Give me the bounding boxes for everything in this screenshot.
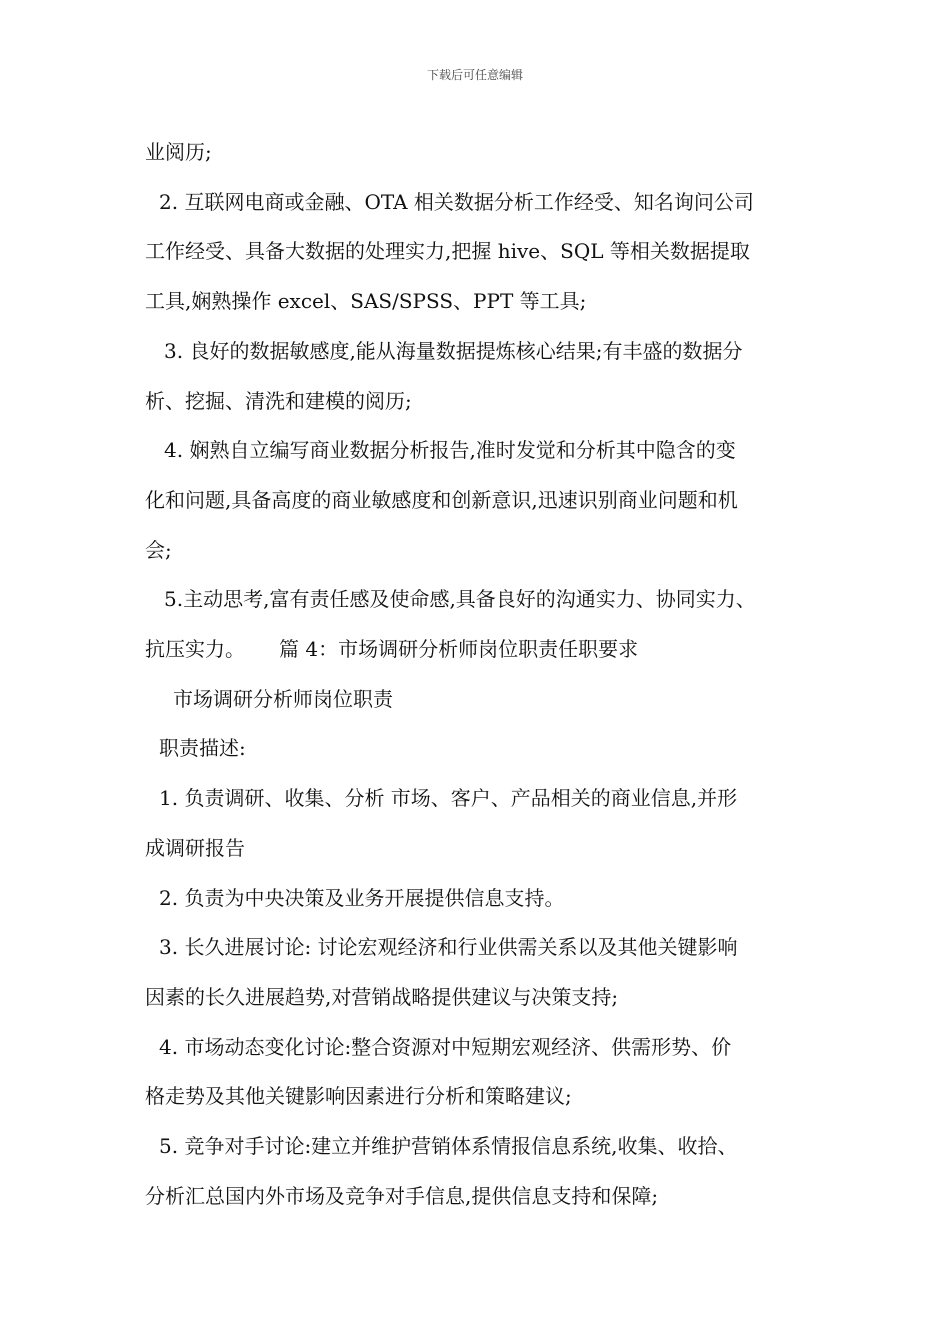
list-item-4: 4. 娴熟自立编写商业数据分析报告,准时发觉和分析其中隐含的变	[164, 438, 736, 463]
text-line: 化和问题,具备高度的商业敏感度和创新意识,迅速识别商业问题和机	[145, 487, 738, 512]
list-item-3: 3. 长久进展讨论: 讨论宏观经济和行业供需关系以及其他关键影响	[159, 935, 738, 960]
list-item-5: 5. 竞争对手讨论:建立并维护营销体系情报信息系统,收集、收拾、	[159, 1134, 738, 1159]
list-item-1: 1. 负责调研、收集、分析 市场、客户、产品相关的商业信息,并形	[159, 786, 738, 811]
list-item-4: 4. 市场动态变化讨论:整合资源对中短期宏观经济、供需形势、价	[159, 1034, 732, 1059]
text-line: 工具,娴熟操作 excel、SAS/SPSS、PPT 等工具;	[145, 289, 587, 314]
text-line: 成调研报告	[145, 835, 245, 860]
page-header: 下载后可任意编辑	[426, 68, 523, 82]
text-line: 析、挖掘、清洗和建模的阅历;	[145, 388, 412, 413]
text-line: 业阅历;	[145, 140, 212, 164]
text-line: 分析汇总国内外市场及竞争对手信息,提供信息支持和保障;	[145, 1183, 659, 1208]
section-heading: 篇 4：市场调研分析师岗位职责任职要求	[279, 637, 639, 662]
document-body	[145, 128, 813, 1221]
list-item-3: 3. 良好的数据敏感度,能从海量数据提炼核心结果;有丰盛的数据分	[164, 338, 743, 363]
subsection-label: 职责描述:	[159, 736, 246, 761]
text-fragment: 抗压实力。	[145, 637, 245, 662]
list-item-2: 2. 互联网电商或金融、OTA 相关数据分析工作经受、知名询问公司	[159, 189, 754, 214]
subsection-title: 市场调研分析师岗位职责	[173, 686, 393, 711]
text-line: 格走势及其他关键影响因素进行分析和策略建议;	[145, 1084, 572, 1109]
text-line: 工作经受、具备大数据的处理实力,把握 hive、SQL 等相关数据提取	[145, 239, 750, 264]
text-line	[145, 625, 813, 675]
text-line: 因素的长久进展趋势,对营销战略提供建议与决策支持;	[145, 984, 619, 1009]
text-line: 会;	[145, 537, 172, 562]
list-item-2: 2. 负责为中央决策及业务开展提供信息支持。	[159, 885, 565, 910]
list-item-5: 5.主动思考,富有责任感及使命感,具备良好的沟通实力、协同实力、	[164, 587, 756, 612]
